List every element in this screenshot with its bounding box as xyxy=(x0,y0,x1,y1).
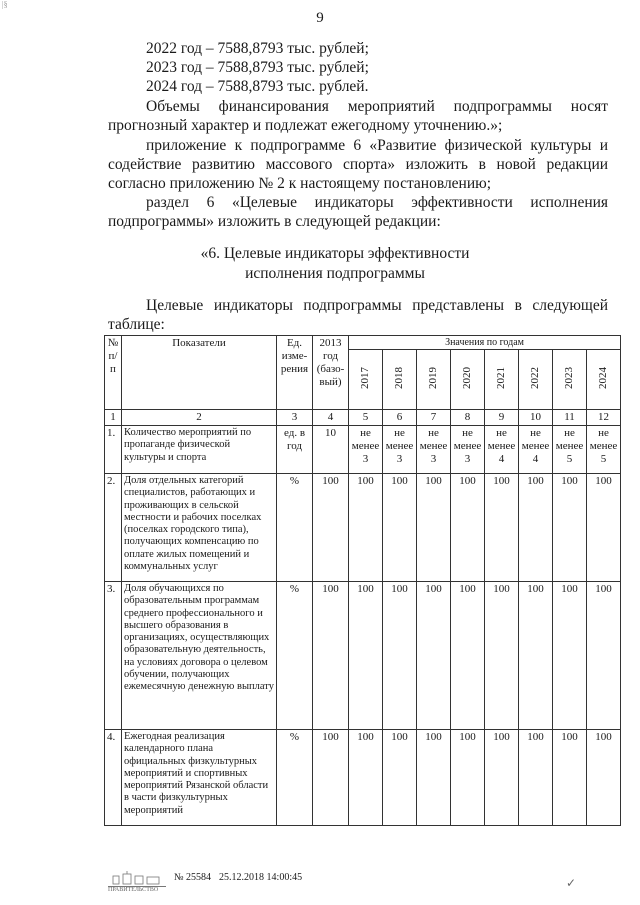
doc-number: № 25584 xyxy=(174,872,212,883)
row-value: 100 xyxy=(587,474,621,582)
appendix-line-3: согласно приложению № 2 к настоящему постановлению; xyxy=(108,175,492,192)
column-number: 10 xyxy=(519,410,553,426)
section-heading-line-1: «6. Целевые индикаторы эффективности xyxy=(200,245,470,262)
row-base: 100 xyxy=(313,474,349,582)
row-value: не менее 3 xyxy=(417,426,451,474)
appendix-paragraph xyxy=(108,136,608,193)
section-paragraph xyxy=(108,193,608,231)
check-mark-icon: ✓ xyxy=(566,876,577,890)
year-line-2022: 2022 год – 7588,8793 тыс. рублей; xyxy=(146,40,369,57)
row-num: 2. xyxy=(105,474,122,582)
column-number: 11 xyxy=(553,410,587,426)
column-number: 1 xyxy=(105,410,122,426)
row-value: 100 xyxy=(553,582,587,730)
row-value: не менее 3 xyxy=(383,426,417,474)
table-row xyxy=(105,730,621,826)
column-number: 4 xyxy=(313,410,349,426)
row-value: не менее 5 xyxy=(587,426,621,474)
header-base: 2013 год (базо-вый) xyxy=(313,336,349,410)
row-value: не менее 5 xyxy=(553,426,587,474)
year-2022: 2022 xyxy=(529,366,541,389)
year-2019: 2019 xyxy=(427,366,439,389)
row-value: не менее 4 xyxy=(519,426,553,474)
row-indicator: Доля отдельных категорий специалистов, работающих и проживающих в сельской местности и рабочих поселках (поселках городского типа), получающих компенсацию по оплате жилых помещений и коммунальных услуг xyxy=(122,474,277,582)
table-row xyxy=(105,426,621,474)
column-number: 5 xyxy=(349,410,383,426)
row-value: не менее 3 xyxy=(451,426,485,474)
table-row xyxy=(105,582,621,730)
header-num: № п/п xyxy=(105,336,122,410)
row-value: 100 xyxy=(485,582,519,730)
row-value: не менее 3 xyxy=(349,426,383,474)
header-unit: Ед. изме-рения xyxy=(277,336,313,410)
row-num: 4. xyxy=(105,730,122,826)
column-number: 12 xyxy=(587,410,621,426)
page-number: 9 xyxy=(316,10,324,26)
row-unit: % xyxy=(277,730,313,826)
row-num: 3. xyxy=(105,582,122,730)
doc-datetime: 25.12.2018 14:00:45 xyxy=(219,872,303,883)
year-2023: 2023 xyxy=(563,366,575,389)
stamp-caption: ПРАВИТЕЛЬСТВО xyxy=(108,887,159,893)
year-2024: 2024 xyxy=(597,366,610,389)
column-number: 8 xyxy=(451,410,485,426)
year-2018: 2018 xyxy=(393,366,405,389)
table-row xyxy=(105,474,621,582)
column-number: 9 xyxy=(485,410,519,426)
row-value: 100 xyxy=(485,730,519,826)
row-value: 100 xyxy=(417,582,451,730)
row-value: 100 xyxy=(383,474,417,582)
year-2017: 2017 xyxy=(359,366,371,389)
government-stamp-icon xyxy=(108,868,166,887)
row-value: 100 xyxy=(383,582,417,730)
table-intro xyxy=(108,296,608,334)
header-indicator: Показатели xyxy=(122,336,277,410)
year-2020: 2020 xyxy=(461,366,473,389)
row-unit: % xyxy=(277,474,313,582)
row-value: 100 xyxy=(417,474,451,582)
column-number: 6 xyxy=(383,410,417,426)
row-value: 100 xyxy=(451,474,485,582)
row-indicator: Доля обучающихся по образовательным программам среднего профессионального и высшего образования в организациях, осуществляющих образовательную деятельность, на условиях договора о целевом обучении, получающих ежемесячную денежную выплату xyxy=(122,582,277,730)
financing-line-2: прогнозный характер и подлежат ежегодному уточнению.»; xyxy=(108,117,503,134)
appendix-line-1: приложение к подпрограмме 6 «Развитие физической культуры и xyxy=(146,137,609,154)
row-value: 100 xyxy=(349,730,383,826)
row-value: 100 xyxy=(417,730,451,826)
row-value: не менее 4 xyxy=(485,426,519,474)
row-value: 100 xyxy=(553,730,587,826)
indicators-table xyxy=(104,335,621,826)
row-value: 100 xyxy=(485,474,519,582)
financing-paragraph xyxy=(108,97,608,135)
row-value: 100 xyxy=(519,474,553,582)
appendix-line-2: содействие развитию массового спорта» изложить в новой редакции xyxy=(108,156,609,173)
row-value: 100 xyxy=(383,730,417,826)
row-value: 100 xyxy=(349,474,383,582)
row-value: 100 xyxy=(587,582,621,730)
column-number: 7 xyxy=(417,410,451,426)
year-line-2023: 2023 год – 7588,8793 тыс. рублей; xyxy=(146,59,369,76)
row-value: 100 xyxy=(587,730,621,826)
header-values-by-year: Значения по годам xyxy=(349,336,621,350)
row-value: 100 xyxy=(451,582,485,730)
row-num: 1. xyxy=(105,426,122,474)
section-heading-line-2: исполнения подпрограммы xyxy=(245,265,425,282)
section-heading xyxy=(0,244,640,284)
year-line-2024: 2024 год – 7588,8793 тыс. рублей. xyxy=(146,78,369,95)
financing-line-1: Объемы финансирования мероприятий подпрограммы носят xyxy=(146,98,609,115)
row-value: 100 xyxy=(349,582,383,730)
year-2021: 2021 xyxy=(495,366,507,389)
row-value: 100 xyxy=(451,730,485,826)
row-indicator: Ежегодная реализация календарного плана официальных физкультурных мероприятий и спортивных мероприятий Рязанской области в части физкультурных мероприятий xyxy=(122,730,277,826)
row-indicator: Количество мероприятий по пропаганде физической культуры и спорта xyxy=(122,426,277,474)
column-number: 2 xyxy=(122,410,277,426)
section-line-2: подпрограммы» изложить в следующей редакции: xyxy=(108,213,441,230)
row-base: 100 xyxy=(313,582,349,730)
section-line-1: раздел 6 «Целевые индикаторы эффективности исполнения xyxy=(146,194,609,211)
row-value: 100 xyxy=(553,474,587,582)
table-intro-line-1: Целевые индикаторы подпрограммы представлены в следующей xyxy=(146,297,609,314)
row-unit: % xyxy=(277,582,313,730)
row-value: 100 xyxy=(519,582,553,730)
row-value: 100 xyxy=(519,730,553,826)
column-number: 3 xyxy=(277,410,313,426)
table-intro-line-2: таблице: xyxy=(108,316,165,333)
row-base: 100 xyxy=(313,730,349,826)
row-unit: ед. в год xyxy=(277,426,313,474)
row-base: 10 xyxy=(313,426,349,474)
corner-mark: |§ xyxy=(2,0,8,9)
document-footer xyxy=(108,868,302,887)
column-number-row xyxy=(105,410,621,426)
